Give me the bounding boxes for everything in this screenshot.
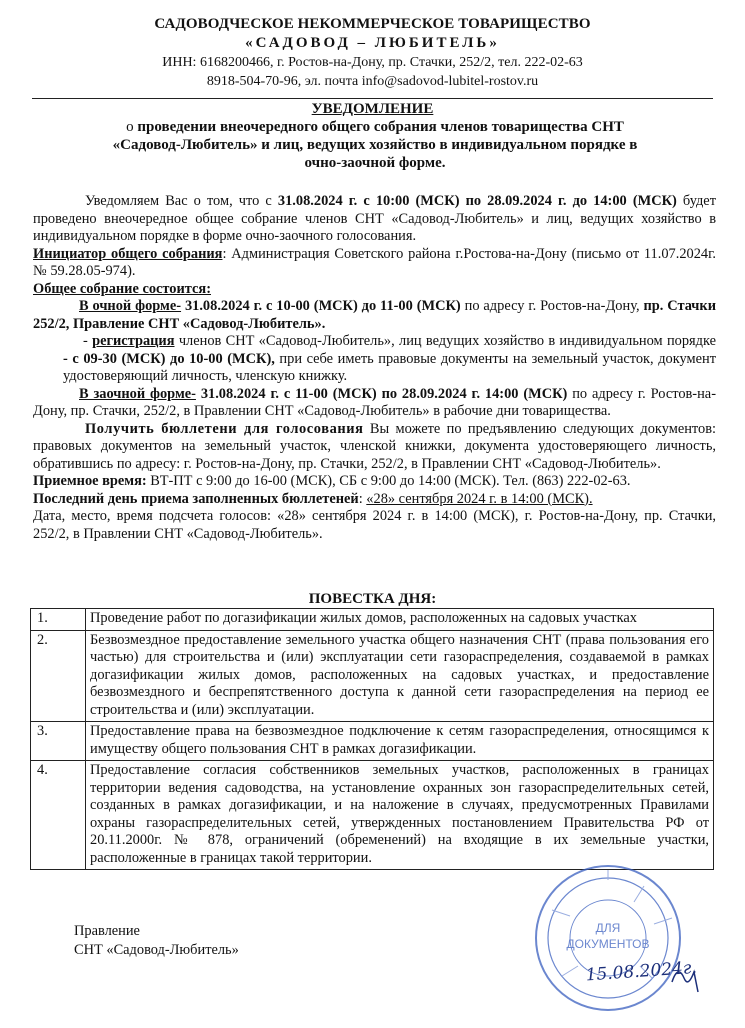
notice-body <box>33 193 716 543</box>
counting-paragraph: Дата, место, время подсчета голосов: «28» сентября 2024 г. в 14:00 (МСК), г. Ростов-на-Дону, пр. Стачки, 252/2, в Правлении СНТ «Садовод-Любитель». <box>33 508 716 542</box>
initiator-paragraph <box>33 246 716 281</box>
agenda-item-text: Предоставление согласия собственников земельных участков, расположенных в границах территории ведения садоводства, на установление охранных зон газораспределительных сетей, созданных в рамках догазификации, и на наложение в случаях, предусмотренных Правилами охраны газораспределительных сетей, утвержденных постановлением Правительства РФ от 20.11.2000г. № 878, ограничений (обременений) на входящие в их земельные участки, расположенные в границах такой территории. <box>86 761 714 870</box>
subtitle-prefix: о <box>126 119 138 135</box>
signature-block <box>74 922 239 960</box>
agenda-item-number: 4. <box>31 761 86 870</box>
inperson-label: В очной форме- <box>79 298 182 314</box>
agenda-item-number: 1. <box>31 609 86 631</box>
table-row <box>31 722 714 761</box>
intro-text-a: Уведомляем Вас о том, что с <box>85 193 278 209</box>
letterhead <box>0 16 745 90</box>
ballots-text: Вы можете по предъявлению следующих документов: правовых документов на земельный участок, членской книжки, документа удостоверяющего личность, обратившись по адресу: г. Ростов-на-Дону, пр. Стачки, 252/2, в Правлении СНТ «Садовод-Любитель». <box>33 420 716 472</box>
registration-time: - с 09-30 (МСК) до 10-00 (МСК), <box>63 350 275 367</box>
org-type: САДОВОДЧЕСКОЕ НЕКОММЕРЧЕСКОЕ ТОВАРИЩЕСТВО <box>154 16 591 32</box>
header-divider <box>32 98 713 99</box>
intro-paragraph <box>33 193 716 246</box>
signature-line2: СНТ «Садовод-Любитель» <box>74 942 239 958</box>
meeting-label-text: Общее собрание состоится: <box>33 280 211 297</box>
intro-text-b: будет проведено внеочередное общее собрание членов СНТ «Садовод-Любитель» и лиц, ведущих хозяйство в индивидуальном порядке в форме очно-заочного голосования. <box>33 193 716 244</box>
reception-paragraph <box>33 473 716 491</box>
handwritten-date: 15.08.2024г. <box>585 957 698 986</box>
initiator-label: Инициатор общего собрания <box>33 245 223 262</box>
stamp-text-line2: ДОКУМЕНТОВ <box>566 937 650 951</box>
org-contacts-line2: 8918-504-70-96, эл. почта info@sadovod-lubitel-rostov.ru <box>206 74 539 89</box>
agenda-table <box>30 608 714 870</box>
absentee-label: В заочной форме- <box>79 385 196 402</box>
org-name: «САДОВОД – ЛЮБИТЕЛЬ» <box>245 35 500 51</box>
lastday-date: «28» сентября 2024 г. в 14:00 (МСК). <box>366 490 593 507</box>
registration-dash: - <box>83 333 93 349</box>
lastday-colon: : <box>358 490 367 507</box>
reception-label: Приемное время: <box>33 473 147 489</box>
registration-paragraph <box>33 333 716 386</box>
ballots-label: Получить бюллетени для голосования <box>85 420 364 437</box>
notice-title: УВЕДОМЛЕНИЕ <box>311 101 434 117</box>
lastday-label: Последний день приема заполненных бюллетеней <box>33 490 359 507</box>
inperson-place: пр. Стачки 252/2, Правление СНТ «Садовод-Любитель». <box>33 298 717 332</box>
table-row <box>31 609 714 631</box>
inperson-address: по адресу г. Ростов-на-Дону, <box>460 298 644 314</box>
agenda-title: ПОВЕСТКА ДНЯ: <box>308 591 437 607</box>
registration-label: регистрация <box>92 333 175 349</box>
meeting-label <box>33 281 716 299</box>
stamp-seal <box>522 858 702 1028</box>
table-row <box>31 761 714 870</box>
agenda-item-number: 3. <box>31 722 86 761</box>
absentee-time: 31.08.2024 г. с 11-00 (МСК) по 28.09.2024 г. 14:00 (МСК) <box>195 385 568 402</box>
initiator-text: : Администрация Советского района г.Ростова-на-Дону (письмо от 11.07.2024г. № 59.28.05-974). <box>33 245 716 279</box>
inperson-paragraph <box>33 298 716 333</box>
subtitle-text: проведении внеочередного общего собрания членов товарищества СНТ «Садовод-Любитель» и лиц, ведущих хозяйство в индивидуальном порядке в очно-заочной форме. <box>112 119 638 171</box>
table-row <box>31 630 714 722</box>
inperson-time: 31.08.2024 г. с 10-00 (МСК) до 11-00 (МСК) <box>181 298 461 314</box>
absentee-paragraph <box>33 386 716 421</box>
ballots-paragraph <box>33 421 716 474</box>
agenda-item-number: 2. <box>31 630 86 722</box>
lastday-paragraph <box>33 491 716 509</box>
intro-dates: 31.08.2024 г. с 10:00 (МСК) по 28.09.2024 г. до 14:00 (МСК) <box>277 193 677 209</box>
reception-text: ВТ-ПТ с 9:00 до 16-00 (МСК), СБ с 9:00 до 14:00 (МСК). Тел. (863) 222-02-63. <box>146 473 631 489</box>
registration-text-b: при себе иметь правовые документы на земельный участок, документ удостоверяющий личность, членскую книжку. <box>63 350 716 384</box>
agenda-item-text: Предоставление права на безвозмездное подключение к сетям газораспределения, относящимся к имуществу общего пользования СНТ в рамках догазификации. <box>86 722 714 761</box>
agenda-item-text: Безвозмездное предоставление земельного участка общего назначения СНТ (права пользования его частью) для строительства и (или) эксплуатации сети газораспределения, создаваемой в рамках догазификации жилых домов, расположенных на садовых участках, и предоставление безвозмездного и беспрепятственного доступа к данной сети газораспределения на период ее строительства и (или) эксплуатации. <box>86 630 714 722</box>
absentee-text: по адресу г. Ростов-на-Дону, пр. Стачки, 252/2, в Правлении СНТ «Садовод-Любитель» в рабочие дни товарищества. <box>33 385 716 419</box>
stamp-text-line1: ДЛЯ <box>595 921 621 935</box>
signature-line1: Правление <box>74 923 140 939</box>
notice-subtitle <box>95 118 655 172</box>
agenda-item-text: Проведение работ по догазификации жилых домов, расположенных на садовых участках <box>86 609 714 631</box>
registration-text-a: членов СНТ «Садовод-Любитель», лиц ведущих хозяйство в индивидуальном порядке <box>174 333 716 349</box>
org-contacts-line1: ИНН: 6168200466, г. Ростов-на-Дону, пр. Стачки, 252/2, тел. 222-02-63 <box>162 55 583 70</box>
